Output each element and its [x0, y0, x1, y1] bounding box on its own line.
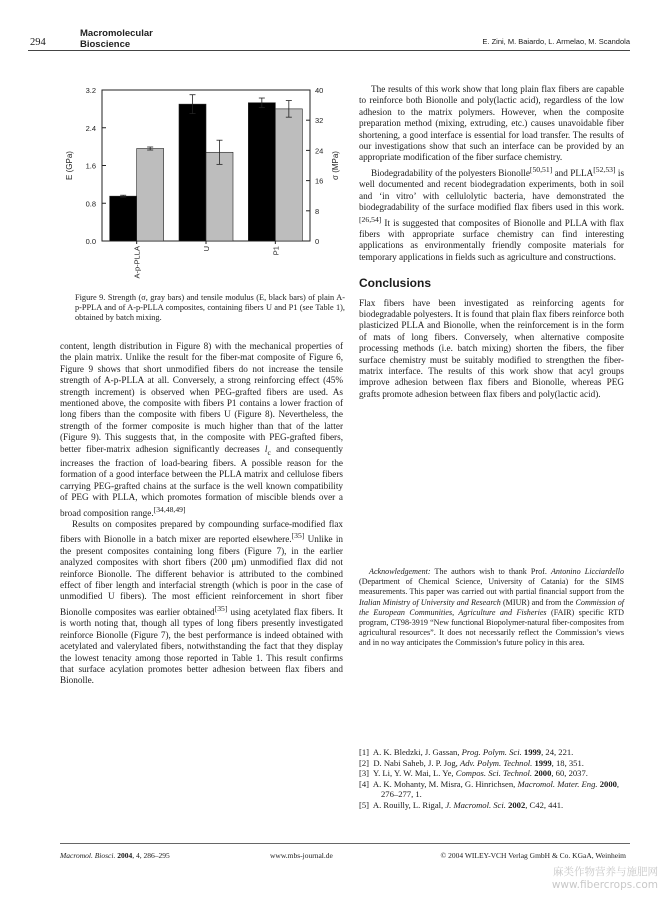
ack-text-1: The authors wish to thank Prof.	[434, 567, 547, 576]
journal-line-1: Macromolecular	[80, 28, 153, 39]
bar-modulus	[248, 103, 275, 241]
conclusions-paragraph: Flax fibers have been investigated as reinforcing agents for biodegradable polyesters. It is found that plain flax fibers reinforce both plasticized PLLA and Bionolle, when the reinforcement is in the form of mats of long fibers. Conversely, when alternative composite processing methods (i.e. batch mixing) shorten the fibers, the fiber surface chemistry must be suitably modified to strengthen the fiber-matrix interface. The results of this work show that acyl groups improve adhesion between flax fibers and Bionolle, whereas PEG grafts promote adhesion between flax fibers and poly(lactic acid).	[359, 297, 624, 399]
category-label: U	[202, 246, 211, 252]
left-axis-tick-label: 2.4	[85, 123, 96, 133]
left-p2-text-a: Results on composites prepared by compounding surface-modified flax fibers with Bionolle in a batch mixer are reported elsewhere.	[60, 518, 343, 545]
footer-volume-pages: , 4, 286–295	[132, 851, 170, 860]
bar-strength	[137, 149, 164, 241]
reference-journal: Adv. Polym. Technol.	[460, 757, 533, 768]
conclusions-heading: Conclusions	[359, 276, 432, 291]
right-axis-tick-label: 16	[315, 176, 324, 186]
watermark-line-1: 麻类作物营养与施肥网	[553, 866, 658, 878]
reference-item	[359, 758, 624, 769]
reference-year: 2000	[534, 768, 552, 779]
reference-number: [5]	[359, 799, 370, 810]
acknowledgement	[359, 567, 624, 649]
running-authors: E. Zini, M. Baiardo, L. Armelao, M. Scandola	[482, 37, 630, 46]
reference-detail: , C42, 441.	[525, 799, 564, 810]
reference-number: [1]	[359, 747, 370, 757]
figure-caption: Figure 9. Strength (σ, gray bars) and tensile modulus (E, black bars) of plain A-p-PPLA and of A-p-PLLA composites, containing fibers U and P1 (see Table 1), obtained by batch mixing.	[75, 293, 345, 322]
reference-year: 1999	[534, 757, 552, 768]
ack-label: Acknowledgement:	[369, 567, 431, 576]
bar-modulus	[179, 104, 206, 241]
reference-journal: Compos. Sci. Technol.	[455, 768, 533, 779]
footer-url[interactable]: www.mbs-journal.de	[270, 851, 333, 860]
bar-strength	[206, 152, 233, 241]
left-p1-rest: and consequently increases the fraction of load-bearing fibers. A possible reason for the formation of a good interface between the PLLA matrix and cellulose fibers carrying PEG-grafted chains at the surface is the well known compatibility of PEG with PLLA, which promotes formation of miscible blends over a broad composition range.	[60, 443, 344, 518]
reference-authors: A. K. Mohanty, M. Misra, G. Hinrichsen,	[372, 778, 516, 789]
left-p1-text: content, length distribution in Figure 8) with the mechanical properties of the plain matrix. Unlike the result for the fiber-mat composite of Figure 6, Figure 9 shows that short unmodified fibers do not increase the tensile strength of A-p-PLLA at all. Conversely, a strong reinforcing effect (45% strength increment) is observed when PEG-grafted fibers are used. As mentioned above, the composite with fibers P1 contains a lower fraction of long fibers than the composite with fibers U (Figure 8). Nevertheless, the strength of the former composite is much higher than that of the latter (Figure 9). This suggests that, in the composite with PEG-grafted fibers, better fiber-matrix adhesion significantly decreases	[60, 341, 343, 454]
reference-number: [4]	[359, 778, 370, 789]
right-p2-citation-2: [52,53]	[593, 164, 616, 174]
right-axis-tick-label: 8	[315, 206, 320, 216]
header-rule	[28, 50, 630, 51]
reference-journal: Macromol. Mater. Eng.	[517, 778, 598, 789]
left-axis-tick-label: 0.8	[85, 199, 96, 209]
reference-authors: A. Rouilly, L. Rigal,	[372, 799, 444, 810]
left-axis-tick-label: 1.6	[85, 161, 96, 171]
left-axis-tick-label: 0.0	[85, 237, 96, 246]
left-axis-tick-label: 3.2	[85, 86, 96, 95]
right-axis-tick-label: 24	[315, 146, 324, 156]
footer-rule	[60, 843, 630, 844]
bar-modulus	[110, 196, 137, 241]
ack-text-4: (FAIR) specific RTD program, CT98-3919 “New functional Biopolymer-natural fiber-composites from agricultural resources”. It does not necessarily reflect the Commission’s views and in no way anticipates the Commission’s future policy in this area.	[359, 607, 624, 648]
left-axis-label: E (GPa)	[65, 151, 74, 180]
right-axis-tick-label: 40	[315, 86, 324, 95]
page-number: 294	[30, 37, 46, 48]
journal-name	[80, 28, 153, 50]
left-p2-text-c: using acetylated flax fibers. It is worth noting that, though all types of long fibers presently investigated reinforce Bionolle (Figure 7), the best performance is indeed obtained with acetylated and valerylated fibers, notwithstanding the fact that they display the lowest tenacity among those reported in Table 1. This result confirms that surface acylation promotes better adhesion between flax fibers and Bionolle.	[60, 606, 344, 686]
reference-item	[359, 747, 624, 758]
reference-item	[359, 800, 624, 811]
left-paragraph-2	[60, 519, 343, 687]
footer-copyright: © 2004 WILEY-VCH Verlag GmbH & Co. KGaA, Weinheim	[440, 851, 626, 860]
reference-item	[359, 768, 624, 779]
reference-authors: D. Nabi Saheb, J. P. Jog,	[373, 757, 458, 768]
footer-journal: Macromol. Biosci.	[60, 851, 116, 860]
ack-name: Antonino Licciardello	[550, 567, 624, 576]
ack-text-3: (MIUR) and from the	[502, 597, 574, 607]
reference-list	[359, 747, 624, 811]
ack-italic-2: Commission of the European Communities, Agriculture and Fisheries	[359, 597, 624, 617]
left-p2-citation-1: [35]	[291, 531, 305, 541]
reference-detail: , 18, 351.	[551, 757, 584, 768]
right-paragraph-2	[359, 164, 624, 263]
reference-year: 1999	[523, 747, 542, 757]
right-column	[359, 84, 624, 400]
footer-year: 2004	[117, 851, 133, 860]
right-axis-label: σ (MPa)	[331, 151, 340, 180]
lc-subscript: c	[267, 447, 271, 457]
right-p2-text-c: is well documented and recent biodegradation experiments, both in soil and ‘in vitro’ with cellulolytic bacteria, have demonstrated the biodegradability of the surface modified flax fibers used in this work.	[359, 167, 625, 213]
watermark	[552, 866, 658, 892]
reference-item	[359, 779, 624, 800]
reference-authors: Y. Li, Y. W. Mai, L. Ye,	[373, 768, 454, 779]
journal-line-2: Bioscience	[80, 39, 131, 50]
left-p1-citation: [34,48,49]	[153, 504, 186, 514]
right-p2-text-a: Biodegradability of the polyesters Bionolle	[371, 167, 530, 178]
right-p2-citation-1: [50,51]	[529, 164, 553, 174]
bar-strength	[275, 109, 302, 241]
right-p2-citation-3: [26,54]	[359, 214, 382, 224]
right-p2-text-b: and PLLA	[554, 167, 594, 178]
reference-journal: Prog. Polym. Sci.	[461, 747, 522, 757]
left-p2-text-b: Unlike in the present composites containing long fibers (Figure 7), in the earlier analyzed composites with short fibers (200 μm) unmodified flax did not reinforce Bionolle. The different behavior is attributed to the combined effect of fiber length and interfacial strength (which is poor in the case of unmodified U fibers). The most efficient reinforcement in short fiber Bionolle composites was earlier obtained	[60, 534, 344, 617]
reference-detail: , 60, 2037.	[551, 768, 588, 779]
watermark-line-2: www.fibercrops.com	[551, 879, 658, 891]
reference-journal: J. Macromol. Sci.	[445, 799, 506, 810]
ack-italic-1: Italian Ministry of University and Research	[359, 597, 501, 607]
right-axis-tick-label: 0	[315, 237, 320, 246]
ack-text-2: (Department of Chemical Science, University of Catania) for the SIMS measurements. This paper was carried out with partial financial support from the	[359, 577, 624, 597]
left-column	[60, 341, 343, 687]
left-p2-citation-2: [35]	[214, 603, 228, 613]
reference-year: 2002	[508, 799, 526, 810]
figure-9-chart	[60, 78, 350, 288]
reference-year: 2000	[599, 778, 617, 789]
reference-number: [3]	[359, 768, 370, 779]
right-p2-text-d: It is suggested that composites of Bionolle and PLLA with flax fibers with appropriate surface chemistry can find interesting applications as environmentally friendly composite materials for temporary applications in fields such as agriculture and constructions.	[359, 217, 625, 262]
category-label: A-p-PLLA	[132, 246, 142, 279]
reference-detail: , 24, 221.	[541, 747, 574, 757]
category-label: P1	[271, 246, 281, 256]
lc-symbol: l	[264, 443, 268, 454]
left-paragraph-1	[60, 341, 343, 519]
reference-number: [2]	[359, 757, 370, 768]
right-paragraph-1: The results of this work show that long plain flax fibers are capable to reinforce both Bionolle and poly(lactic acid), regardless of the low adhesion to the matrix polymers. However, when the composite preparation method (mixing, extruding, etc.) causes unavoidable fiber shortening, a good interface is essential for load transfer. The results of our investigations show that such an interface can be provided by an appropriate modification of the fiber surface chemistry.	[359, 84, 624, 163]
footer-citation	[60, 851, 170, 860]
right-axis-tick-label: 32	[315, 116, 324, 126]
reference-detail: , 276–277, 1.	[381, 778, 620, 800]
reference-authors: A. K. Bledzki, J. Gassan,	[372, 747, 460, 757]
